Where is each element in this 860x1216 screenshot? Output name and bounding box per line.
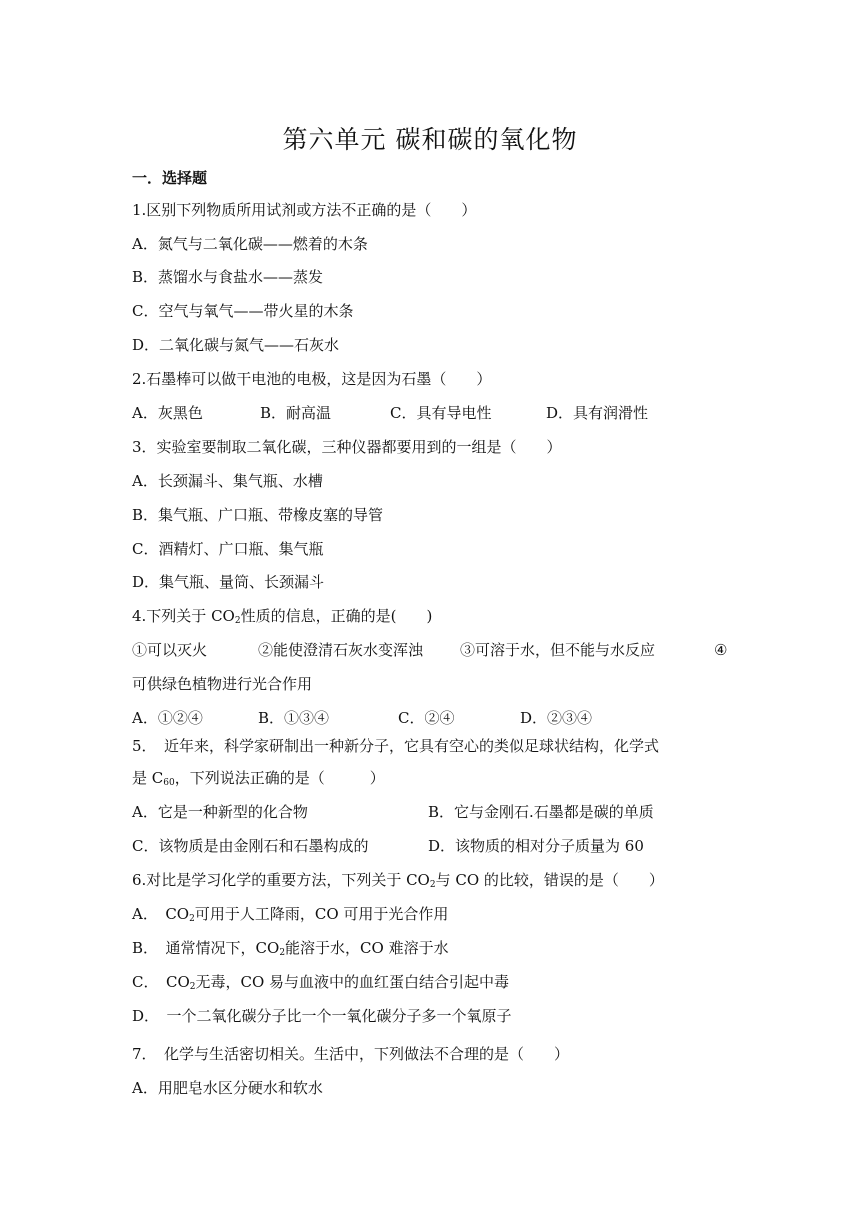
q5-option-c: C．该物质是由金刚石和石墨构成的 <box>132 837 369 855</box>
q4-statement-2: ②能使澄清石灰水变浑浊 <box>258 641 424 659</box>
q6-option-a-text-end: 可用于人工降雨，CO 可用于光合作用 <box>194 905 449 923</box>
q2-stem: 2.石墨棒可以做干电池的电极，这是因为石墨（ ） <box>132 370 492 388</box>
q6-stem-subscript: 2 <box>429 880 436 890</box>
q3-stem: 3．实验室要制取二氧化碳，三种仪器都要用到的一组是（ ） <box>132 438 562 456</box>
q6-option-a-text: A． CO <box>132 905 190 923</box>
q6-stem <box>132 870 664 895</box>
q5-stem-text-end: ，下列说法正确的是（ ） <box>174 769 385 787</box>
page-title: 第六单元 碳和碳的氧化物 <box>282 125 578 154</box>
q2-option-c: C．具有导电性 <box>390 404 492 422</box>
q4-option-a: A．①②④ <box>132 709 203 727</box>
q6-option-a-subscript: 2 <box>189 914 195 924</box>
q1-option-d: D．二氧化碳与氮气——石灰水 <box>132 336 340 354</box>
q3-option-c: C．酒精灯、广口瓶、集气瓶 <box>132 540 324 558</box>
section-heading: 一．选择题 <box>132 169 208 187</box>
q5-option-b: B．它与金刚石.石墨都是碳的单质 <box>428 803 654 821</box>
q2-option-b: B．耐高温 <box>260 404 332 422</box>
q5-stem-subscript: 60 <box>163 778 175 788</box>
q6-option-b-text: B． 通常情况下，CO <box>132 939 280 957</box>
q7-stem: 7． 化学与生活密切相关。生活中，下列做法不合理的是（ ） <box>132 1045 570 1063</box>
q4-stem-subscript: 2 <box>234 616 241 626</box>
q5-stem-line1: 5． 近年来，科学家研制出一种新分子，它具有空心的类似足球状结构，化学式 <box>132 737 660 755</box>
q4-statement-3: ③可溶于水，但不能与水反应 <box>460 641 656 659</box>
q7-option-a: A．用肥皂水区分硬水和软水 <box>132 1079 323 1097</box>
q2-option-a: A．灰黑色 <box>132 404 203 422</box>
q4-statements <box>132 640 727 660</box>
q4-statement-4: 可供绿色植物进行光合作用 <box>132 675 313 693</box>
q5-options-row1 <box>132 802 654 822</box>
q6-option-d: D． 一个二氧化碳分子比一个一氧化碳分子多一个氧原子 <box>132 1007 512 1025</box>
q6-option-a <box>132 904 448 929</box>
q6-stem-text: 6.对比是学习化学的重要方法，下列关于 CO <box>132 871 430 889</box>
q6-option-c-subscript: 2 <box>189 982 196 992</box>
q6-option-b-subscript: 2 <box>279 948 286 958</box>
q5-option-a: A．它是一种新型的化合物 <box>132 803 308 821</box>
q3-option-a: A．长颈漏斗、集气瓶、水槽 <box>132 472 323 490</box>
q1-option-a: A．氮气与二氧化碳——燃着的木条 <box>132 235 368 253</box>
q6-option-c-text-end: 无毒，CO 易与血液中的血红蛋白结合引起中毒 <box>195 973 510 991</box>
q3-option-b: B．集气瓶、广口瓶、带橡皮塞的导管 <box>132 506 384 524</box>
q5-stem-text: 是 C <box>132 769 164 787</box>
q1-option-c: C．空气与氧气——带火星的木条 <box>132 302 354 320</box>
q6-option-c-text: C． CO <box>132 973 190 991</box>
q4-stem-text: 4.下列关于 CO <box>132 607 235 625</box>
q6-stem-text-end: 与 CO 的比较，错误的是（ ） <box>435 871 664 889</box>
q4-statement-1: ①可以灭火 <box>132 641 208 659</box>
q1-option-b: B．蒸馏水与食盐水——蒸发 <box>132 268 324 286</box>
q3-option-d: D．集气瓶、量筒、长颈漏斗 <box>132 573 325 591</box>
q2-options <box>132 403 648 423</box>
q4-stem <box>132 606 432 631</box>
q4-option-b: B．①③④ <box>258 709 330 727</box>
q2-option-d: D．具有润滑性 <box>546 404 649 422</box>
q4-stem-text-end: 性质的信息，正确的是( ) <box>240 607 433 625</box>
q5-options-row2 <box>132 836 644 856</box>
q5-stem-line2 <box>132 768 385 793</box>
q4-option-d: D．②③④ <box>520 709 593 727</box>
q4-options <box>132 708 592 728</box>
q4-statement-4-marker: ④ <box>714 641 728 659</box>
q1-stem: 1.区别下列物质所用试剂或方法不正确的是（ ） <box>132 201 477 219</box>
q6-option-c <box>132 972 509 997</box>
q6-option-b <box>132 938 449 963</box>
q4-option-c: C．②④ <box>398 709 455 727</box>
q6-option-b-text-end: 能溶于水，CO 难溶于水 <box>285 939 449 957</box>
q5-option-d: D．该物质的相对分子质量为 60 <box>428 837 644 855</box>
